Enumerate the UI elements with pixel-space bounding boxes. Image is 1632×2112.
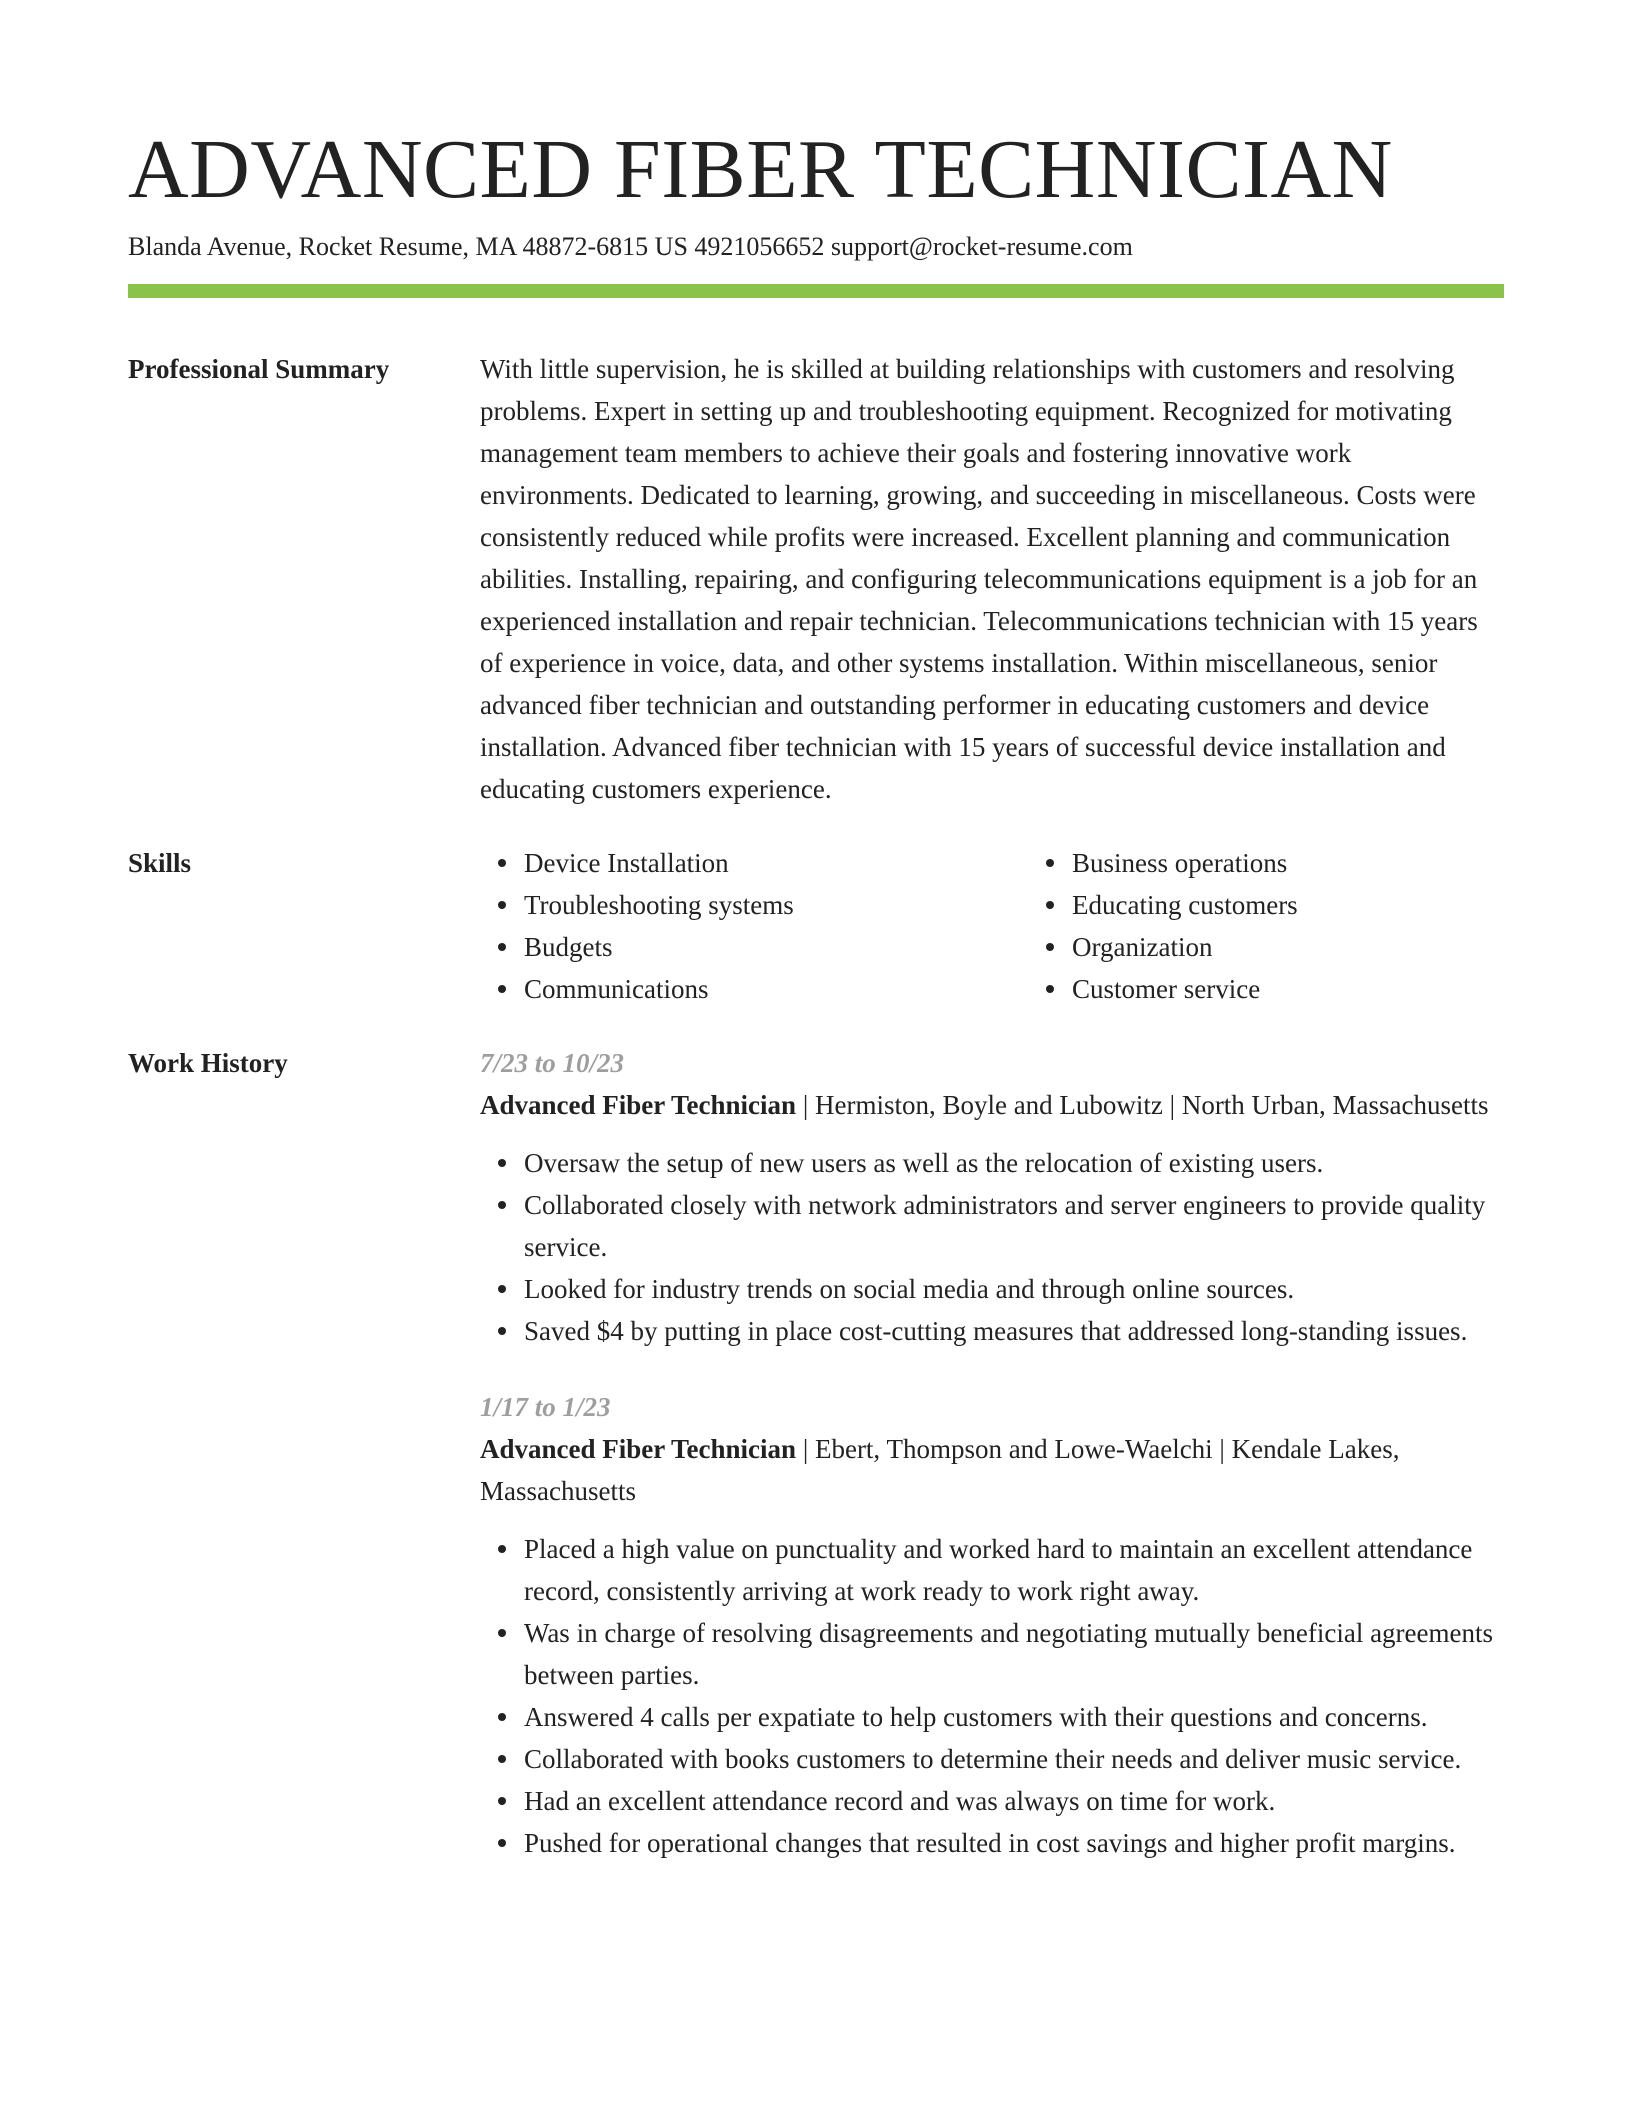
job-bullet: Oversaw the setup of new users as well as the relocation of existing users. (524, 1142, 1504, 1184)
work-history-section (128, 1042, 1504, 1898)
skills-column-left (480, 842, 1028, 1010)
job-bullet: Saved $4 by putting in place cost-cutting measures that addressed long-standing issues. (524, 1310, 1504, 1352)
job-bullet: Pushed for operational changes that resulted in cost savings and higher profit margins. (524, 1822, 1504, 1864)
job-bullet: Had an excellent attendance record and was always on time for work. (524, 1780, 1504, 1822)
job-bullet: Placed a high value on punctuality and worked hard to maintain an excellent attendance record, consistently arriving at work ready to work right away. (524, 1528, 1504, 1612)
section-label-work: Work History (128, 1048, 288, 1079)
job-heading (480, 1084, 1504, 1126)
skill-item: Customer service (1072, 968, 1576, 1010)
job-bullet: Looked for industry trends on social media and through online sources. (524, 1268, 1504, 1310)
accent-divider (128, 284, 1504, 298)
job-title: Advanced Fiber Technician (480, 1090, 797, 1121)
contact-address: Blanda Avenue, Rocket Resume, MA 48872-6815 US (128, 232, 688, 262)
skills-grid (480, 842, 1576, 1010)
job-bullets (480, 1142, 1504, 1352)
job-title: Advanced Fiber Technician (480, 1434, 797, 1465)
work-body (480, 1042, 1504, 1898)
skill-item: Educating customers (1072, 884, 1576, 926)
resume-page (128, 110, 1504, 1898)
job-entry (480, 1386, 1504, 1864)
skill-item: Budgets (524, 926, 1028, 968)
job-dates: 1/17 to 1/23 (480, 1392, 611, 1423)
skills-body (480, 842, 1576, 1010)
skills-column-right (1028, 842, 1576, 1010)
job-dates: 7/23 to 10/23 (480, 1048, 625, 1079)
job-bullets (480, 1528, 1504, 1864)
contact-line (128, 230, 1504, 264)
skill-item: Device Installation (524, 842, 1028, 884)
professional-summary-section (128, 348, 1504, 810)
job-heading (480, 1428, 1504, 1512)
job-bullet: Answered 4 calls per expatiate to help customers with their questions and concerns. (524, 1696, 1504, 1738)
job-entry (480, 1042, 1504, 1352)
job-details: | Hermiston, Boyle and Lubowitz | North Urban, Massachusetts (796, 1090, 1489, 1121)
job-bullet: Was in charge of resolving disagreements and negotiating mutually beneficial agreements between parties. (524, 1612, 1504, 1696)
skills-section (128, 842, 1504, 1010)
summary-text: With little supervision, he is skilled at building relationships with customers and resolving problems. Expert in setting up and troubleshooting equipment. Recognized for motivating management team members to achieve their goals and fostering innovative work environments. Dedicated to learning, growing, and succeeding in miscellaneous. Costs were consistently reduced while profits were increased. Excellent planning and communication abilities. Installing, repairing, and configuring telecommunications equipment is a job for an experienced installation and repair technician. Telecommunications technician with 15 years of experience in voice, data, and other systems installation. Within miscellaneous, senior advanced fiber technician and outstanding performer in educating customers and device installation. Advanced fiber technician with 15 years of successful device installation and educating customers experience. (480, 354, 1478, 805)
job-bullet: Collaborated with books customers to determine their needs and deliver music service. (524, 1738, 1504, 1780)
resume-title: ADVANCED FIBER TECHNICIAN (128, 123, 1393, 216)
skill-item: Communications (524, 968, 1028, 1010)
skill-item: Troubleshooting systems (524, 884, 1028, 926)
skill-item: Business operations (1072, 842, 1576, 884)
contact-email: support@rocket-resume.com (830, 232, 1133, 262)
contact-phone: 4921056652 (694, 232, 825, 262)
summary-body (480, 348, 1504, 810)
section-label-summary: Professional Summary (128, 354, 390, 385)
job-details: | Ebert, Thompson and Lowe-Waelchi | Kendale Lakes, Massachusetts (480, 1434, 1400, 1507)
skill-item: Organization (1072, 926, 1576, 968)
section-label-skills: Skills (128, 848, 192, 879)
job-bullet: Collaborated closely with network administrators and server engineers to provide quality service. (524, 1184, 1504, 1268)
